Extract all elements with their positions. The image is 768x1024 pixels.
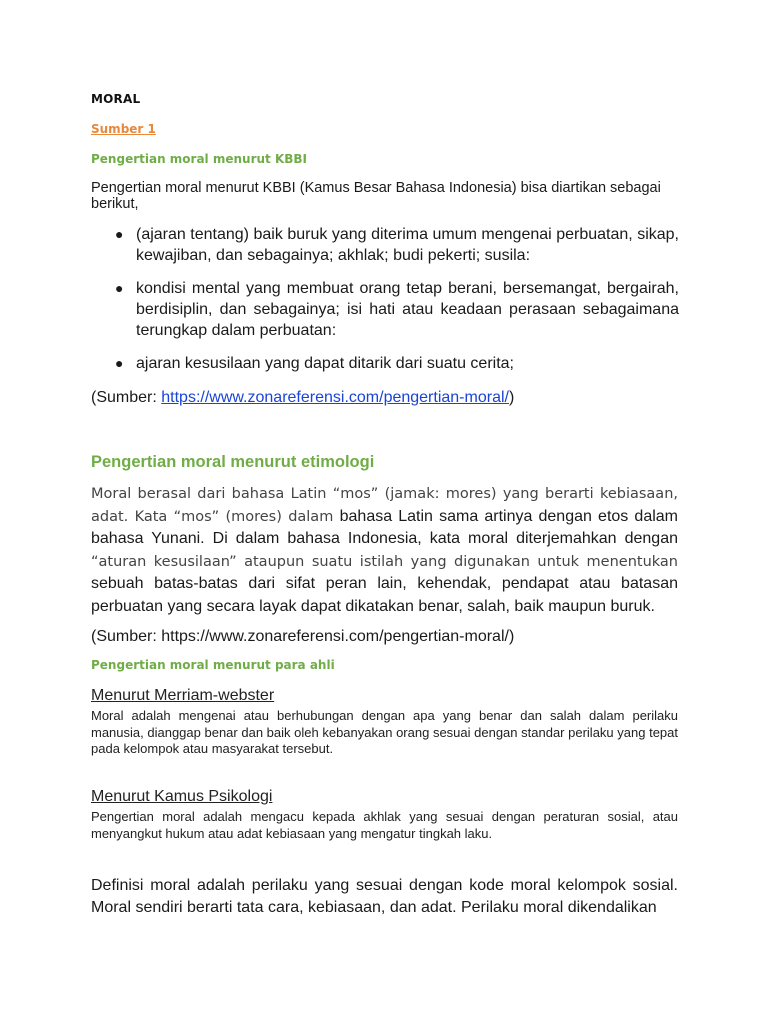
etimologi-paragraph: Moral berasal dari bahasa Latin “mos” (jamak: mores) yang berarti kebiasaan, adat. Kata “mos” (mores) dalam bahasa Latin sama artinya dengan etos dalam bahasa Yunani. Di dalam bahasa Indonesia, kata moral diterjemahkan dengan “aturan kesusilaan” ataupun suatu istilah yang digunakan untuk menentukan sebuah batas-batas dari sifat peran lain, kehendak, pendapat atau batasan perbuatan yang secara layak dapat dikatakan benar, salah, baik maupun buruk. — [91, 486, 679, 615]
psikologi-text: Pengertian moral adalah mengacu kepada akhlak yang sesuai dengan peraturan sosial, atau menyangkut hukum atau adat kebiasaan yang mengatur tingkah laku. — [91, 809, 678, 841]
psikologi-heading: Menurut Kamus Psikologi — [91, 788, 273, 805]
bullet-icon: ● — [115, 280, 124, 296]
definition-paragraph: Definisi moral adalah perilaku yang sesuai dengan kode moral kelompok sosial. Moral sendiri berarti tata cara, kebiasaan, dan adat. Perilaku moral dikendalikan — [91, 877, 678, 916]
merriam-heading: Menurut Merriam-webster — [91, 687, 275, 704]
etimologi-heading: Pengertian moral menurut etimologi — [91, 453, 375, 471]
kbbi-heading: Pengertian moral menurut KBBI — [91, 152, 308, 166]
ahli-heading: Pengertian moral menurut para ahli — [91, 658, 335, 672]
kbbi-bullet-list — [91, 224, 679, 386]
list-item: ● (ajaran tentang) baik buruk yang diterima umum mengenai perbuatan, sikap, kewajiban, dan sebagainya; akhlak; budi pekerti; susila: — [115, 226, 679, 264]
source-label: Sumber 1 — [91, 122, 156, 136]
etimologi-source: (Sumber: https://www.zonareferensi.com/pengertian-moral/) — [91, 628, 515, 645]
bullet-icon: ● — [115, 226, 124, 242]
kbbi-intro: Pengertian moral menurut KBBI (Kamus Besar Bahasa Indonesia) bisa diartikan sebagai berikut, — [91, 180, 661, 212]
merriam-text: Moral adalah mengenai atau berhubungan dengan apa yang benar dan salah dalam perilaku manusia, dianggap benar dan baik oleh kebanyakan orang sesuai dengan standar perilaku yang tepat pada kelompok atau masyarakat tersebut. — [91, 708, 678, 756]
document-title: MORAL — [91, 92, 141, 106]
bullet-icon: ● — [115, 355, 124, 371]
list-item: ● ajaran kesusilaan yang dapat ditarik dari suatu cerita; — [115, 355, 514, 372]
source-link[interactable]: https://www.zonareferensi.com/pengertian-moral/ — [161, 389, 509, 406]
kbbi-source: (Sumber: https://www.zonareferensi.com/pengertian-moral/) — [91, 389, 515, 406]
list-item: ● kondisi mental yang membuat orang tetap berani, bersemangat, bergairah, berdisiplin, dan sebagainya; isi hati atau keadaan perasaan sebagaimana terungkap dalam perbuatan: — [115, 280, 679, 339]
